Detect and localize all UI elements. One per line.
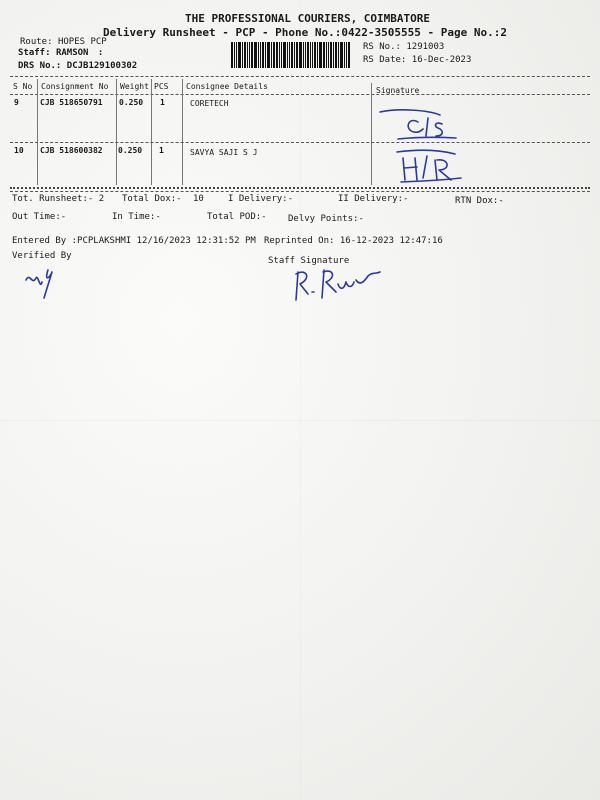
reprinted-on: Reprinted On: 16-12-2023 12:47:16	[264, 236, 443, 246]
company-title: THE PROFESSIONAL COURIERS, COIMBATORE	[185, 12, 431, 25]
barcode-bar	[244, 42, 246, 68]
verified-by-signature	[22, 264, 62, 300]
barcode-bar	[271, 42, 272, 68]
row-pcs: 1	[159, 146, 164, 155]
barcode-bar	[273, 42, 275, 68]
barcode-bar	[251, 42, 253, 68]
barcode-bar	[326, 42, 327, 68]
barcode-bar	[234, 42, 235, 68]
barcode-bar	[333, 42, 334, 68]
staff-value: RAMSON	[55, 48, 89, 58]
col-header-weight: Weight	[120, 82, 149, 91]
barcode-bar	[310, 42, 311, 68]
col-header-pcs: PCS	[154, 82, 169, 91]
i-delivery-label: I Delivery:-	[228, 194, 294, 204]
barcode-bar	[276, 42, 278, 68]
barcode-bar	[344, 42, 345, 68]
route-row	[20, 37, 107, 47]
barcode-bar	[317, 42, 318, 68]
barcode-bar	[262, 42, 264, 68]
staff-signature-scribble	[290, 262, 386, 304]
barcode-bar	[238, 42, 241, 68]
handwritten-signature-hr	[395, 148, 475, 184]
col-header-consignee: Consignee Details	[186, 82, 268, 91]
row-weight: 0.250	[118, 146, 143, 155]
barcode-bar	[236, 42, 237, 68]
rtn-dox-label: RTN Dox:-	[455, 196, 504, 206]
column-separator	[151, 79, 152, 185]
barcode-bar	[289, 42, 290, 68]
rs-date-label: RS Date:	[363, 55, 407, 65]
table-bottom-rule	[10, 187, 590, 189]
barcode-bar	[303, 42, 304, 68]
column-separator	[371, 83, 372, 185]
staff-signature-label: Staff Signature	[268, 256, 350, 266]
staff-colon: :	[97, 48, 104, 58]
out-time-label: Out Time:-	[12, 212, 67, 222]
col-header-consignment: Consignment No	[41, 82, 109, 91]
barcode-bar	[242, 42, 243, 68]
paper-crease	[300, 0, 301, 800]
row-pcs: 1	[160, 98, 165, 107]
barcode-bar	[314, 42, 316, 68]
rs-date-row	[363, 55, 471, 65]
barcode-bar	[319, 42, 322, 68]
column-separator	[182, 79, 183, 185]
column-separator	[116, 79, 117, 185]
barcode-bar	[330, 42, 332, 68]
barcode-bar	[231, 42, 233, 68]
row-consignee: SAVYA SAJI S J	[190, 148, 258, 157]
barcode-bar	[281, 42, 282, 68]
handwritten-signature-cs	[378, 106, 468, 142]
barcode-bar	[249, 42, 250, 68]
table-header-rule	[10, 94, 590, 95]
barcode-bar	[247, 42, 248, 68]
row-sno: 9	[14, 98, 19, 107]
total-dox-label: Total Dox:-	[122, 194, 182, 204]
runsheet-subtitle: Delivery Runsheet - PCP - Phone No.:0422-3505555 - Page No.:2	[103, 26, 507, 39]
table-bottom-rule-2	[10, 191, 590, 192]
barcode	[231, 42, 355, 68]
in-time-label: In Time:-	[112, 212, 161, 222]
row-consignment: CJB 518600382	[40, 146, 103, 155]
barcode-bar	[254, 42, 257, 68]
barcode-bar	[335, 42, 337, 68]
row-consignee: CORETECH	[190, 99, 229, 108]
route-value: HOPES PCP	[57, 37, 107, 47]
barcode-bar	[340, 42, 343, 68]
staff-label: Staff:	[18, 48, 51, 58]
table-top-rule	[10, 76, 590, 77]
barcode-bar	[267, 42, 270, 68]
route-label: Route:	[20, 37, 53, 47]
drs-value: DCJB129100302	[66, 61, 138, 71]
barcode-bar	[296, 42, 298, 68]
rs-no-value: 1291003	[406, 42, 445, 52]
barcode-bar	[291, 42, 293, 68]
rs-no-label: RS No.:	[363, 42, 401, 52]
rs-no-row	[363, 42, 444, 52]
barcode-bar	[305, 42, 306, 68]
barcode-bar	[307, 42, 309, 68]
barcode-bar	[299, 42, 302, 68]
barcode-bar	[287, 42, 288, 68]
entered-by: Entered By :PCPLAKSHMI 12/16/2023 12:31:52 PM	[12, 236, 256, 246]
ii-delivery-label: II Delivery:-	[338, 194, 409, 204]
delvy-points-label: Delvy Points:-	[288, 214, 364, 224]
barcode-bar	[283, 42, 286, 68]
tot-runsheet: Tot. Runsheet:- 2	[12, 194, 105, 204]
rs-date-value: 16-Dec-2023	[411, 55, 472, 65]
barcode-bar	[348, 42, 350, 68]
row-separator-rule	[10, 142, 590, 143]
barcode-bar	[346, 42, 347, 68]
verified-by-label: Verified By	[12, 251, 72, 261]
total-pod-label: Total POD:-	[207, 212, 267, 222]
barcode-bar	[258, 42, 259, 68]
staff-row	[18, 48, 103, 58]
barcode-bar	[260, 42, 261, 68]
drs-label: DRS No.:	[18, 61, 62, 71]
row-consignment: CJB 518650791	[40, 98, 103, 107]
col-header-sno: S No	[13, 82, 33, 91]
total-dox-value: 10	[193, 194, 204, 204]
col-header-signature: Signature	[376, 86, 420, 95]
row-weight: 0.250	[119, 98, 144, 107]
barcode-bar	[328, 42, 329, 68]
barcode-bar	[265, 42, 266, 68]
barcode-bar	[279, 42, 280, 68]
drs-row	[18, 61, 137, 71]
column-separator	[37, 79, 38, 185]
barcode-bar	[312, 42, 313, 68]
row-sno: 10	[14, 146, 24, 155]
barcode-bar	[294, 42, 295, 68]
barcode-bar	[338, 42, 339, 68]
barcode-bar	[323, 42, 325, 68]
